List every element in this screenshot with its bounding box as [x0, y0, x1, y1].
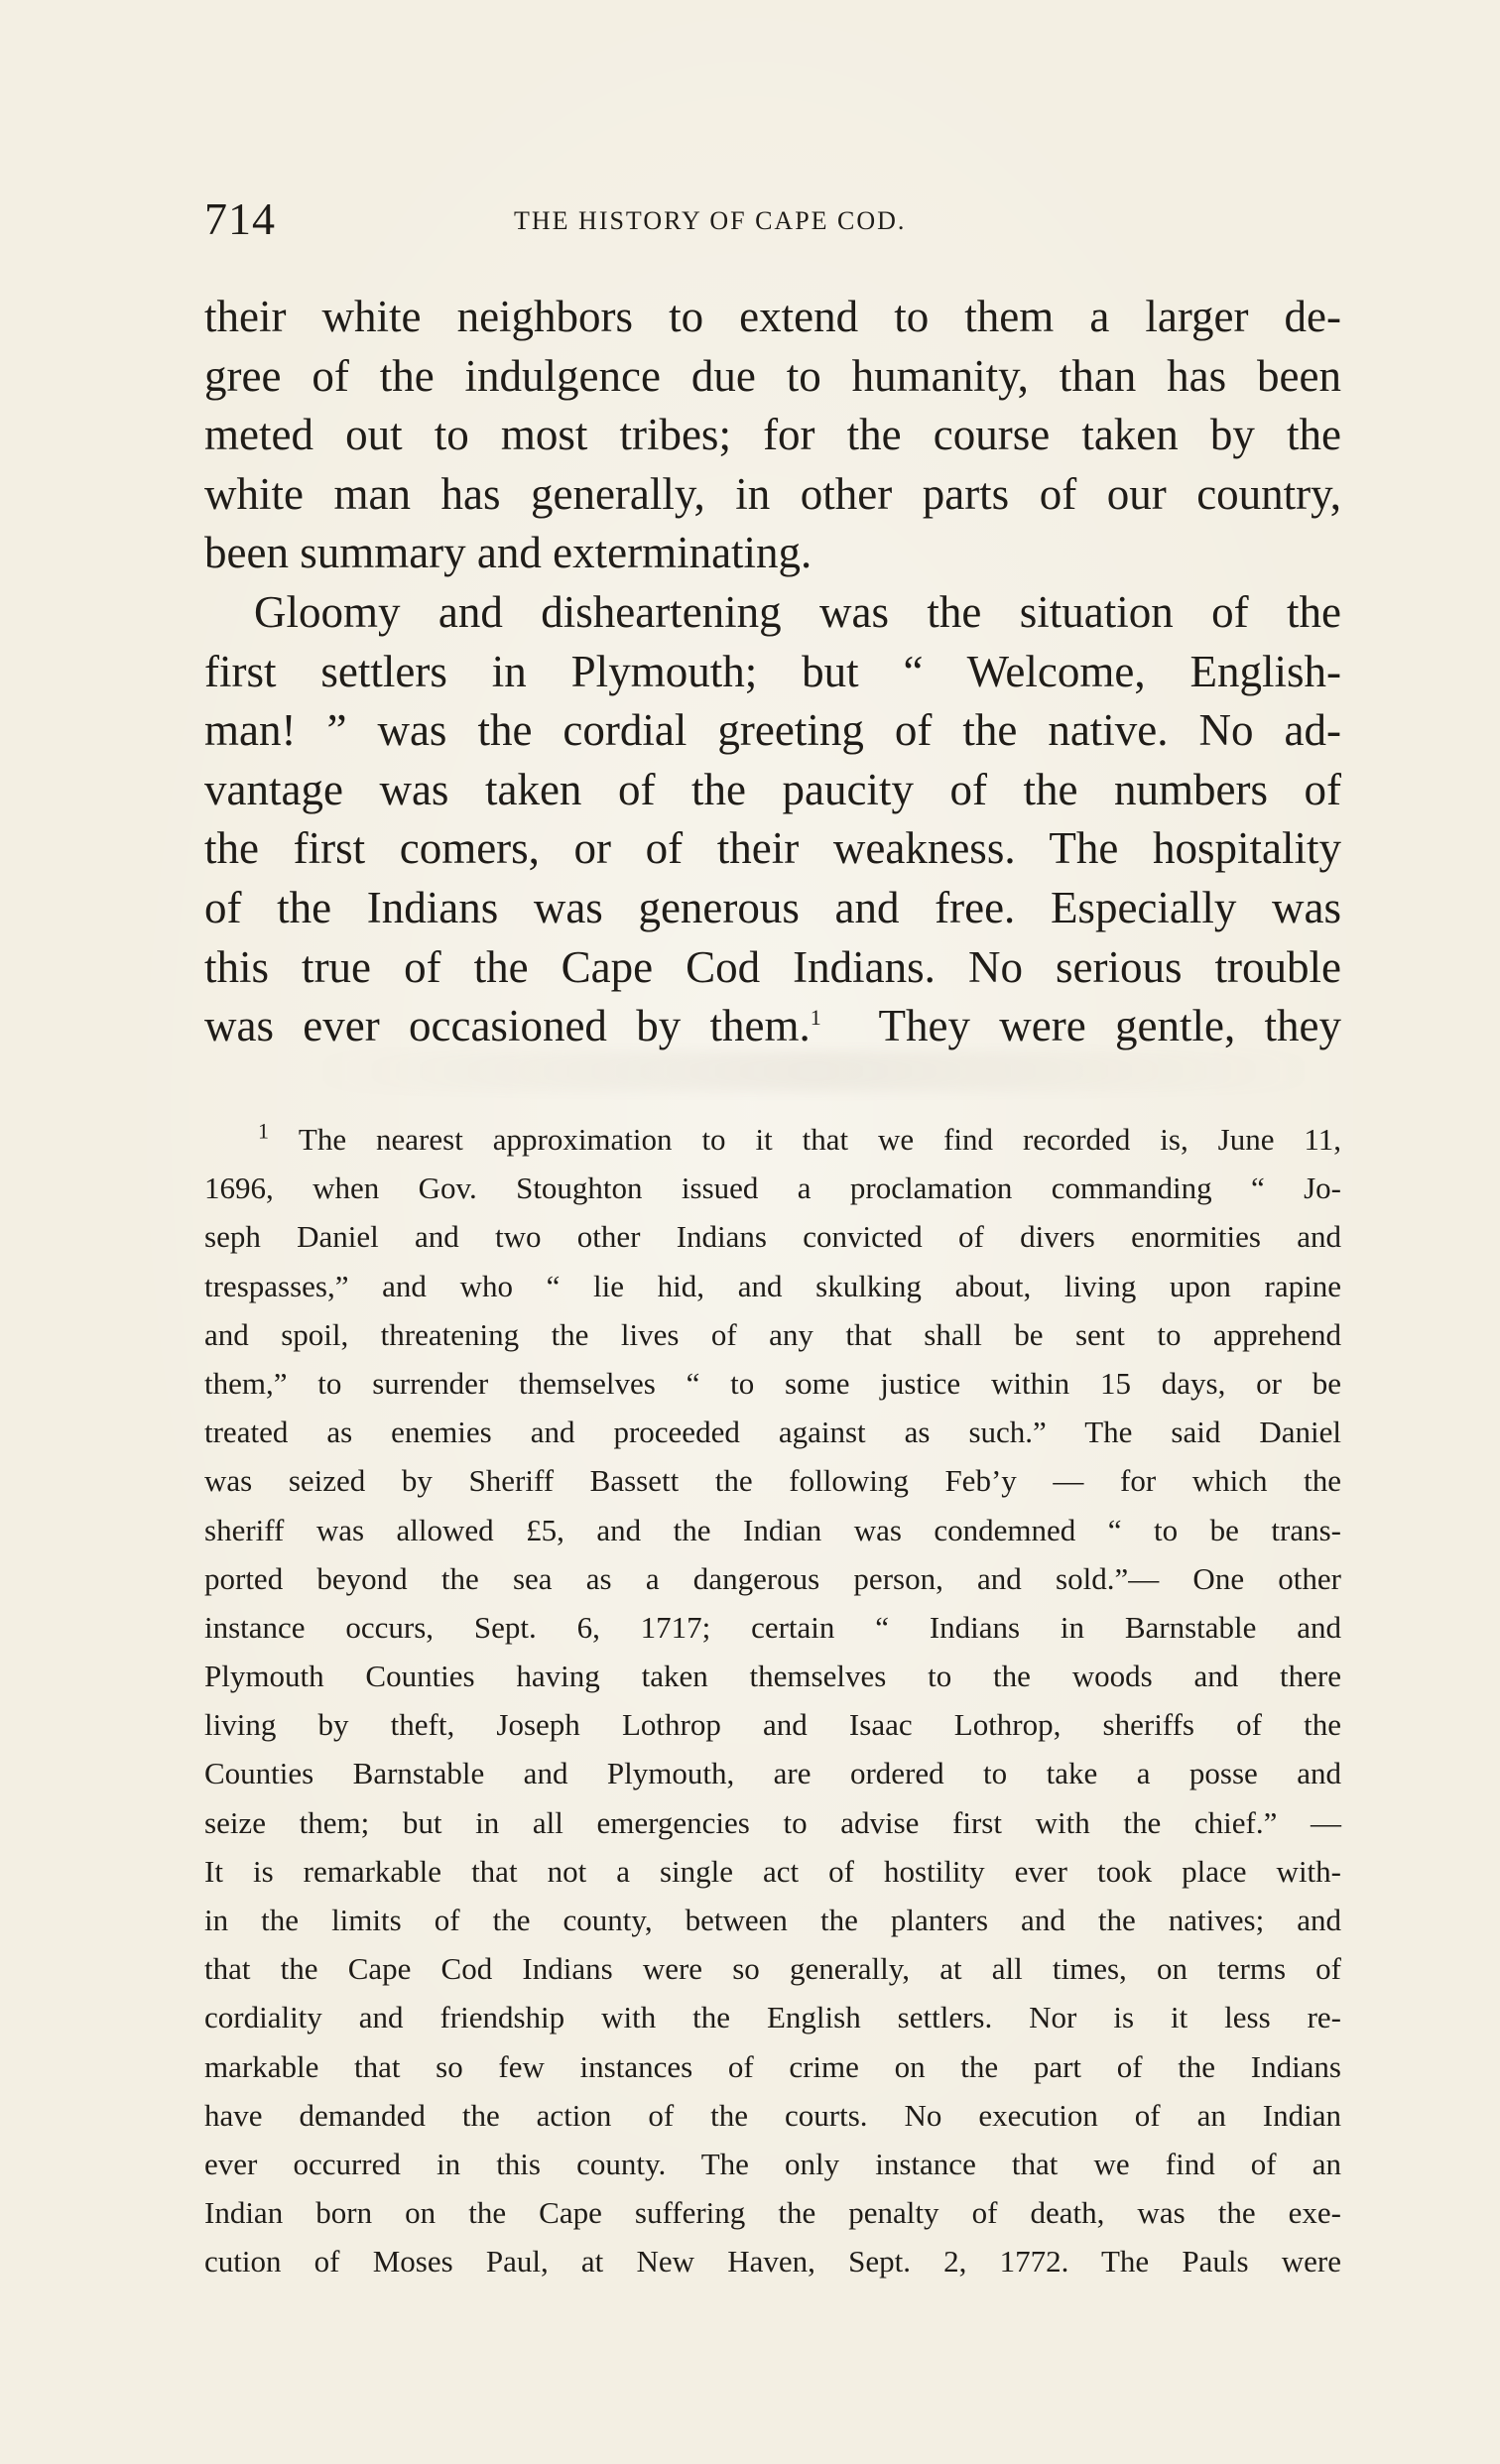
footnote [204, 1115, 1341, 2286]
footnote-line: treated as enemies and proceeded against as such.” The said Daniel [204, 1415, 1341, 1450]
body-line-part: They were gentle, they [878, 1001, 1341, 1051]
footnote-line: Counties Barnstable and Plymouth, are ordered to take a posse and [204, 1756, 1341, 1791]
footnote-line: 1696, when Gov. Stoughton issued a proclamation commanding “ Jo- [204, 1170, 1341, 1206]
footnote-line: ever occurred in this county. The only instance that we find of an [204, 2146, 1341, 2181]
body-line: this true of the Cape Cod Indians. No serious trouble [204, 941, 1341, 992]
footnote-line: them,” to surrender themselves “ to some justice within 15 days, or be [204, 1365, 1341, 1401]
page-number: 714 [204, 193, 276, 244]
footnote-marker: 1 [258, 1118, 269, 1144]
footnote-line: have demanded the action of the courts. No execution of an Indian [204, 2097, 1341, 2133]
footnote-line: that the Cape Cod Indians were so generally, at all times, on terms of [204, 1951, 1341, 1987]
body-line: their white neighbors to extend to them a larger de- [204, 292, 1341, 341]
footnote-line: sheriff was allowed £5, and the Indian was condemned “ to be trans- [204, 1512, 1341, 1547]
body-line: of the Indians was generous and free. Especially was [204, 882, 1341, 932]
body-line: been summary and exterminating. [204, 528, 812, 578]
body-line: man! ” was the cordial greeting of the native. No ad- [204, 705, 1341, 756]
footnote-text [269, 1122, 299, 1157]
footnote-line: It is remarkable that not a single act of hostility ever took place with- [204, 1853, 1341, 1889]
body-line: Gloomy and disheartening was the situation of the [254, 586, 1341, 637]
body-line: white man has generally, in other parts of our country, [204, 468, 1341, 519]
footnote-line: instance occurs, Sept. 6, 1717; certain “ Indians in Barnstable and [204, 1609, 1341, 1645]
footnote-line: was seized by Sheriff Bassett the following Feb’y — for which the [204, 1463, 1341, 1499]
main-text [204, 288, 1341, 1056]
footnote-line: Plymouth Counties having taken themselves to the woods and there [204, 1659, 1341, 1694]
page-header [204, 194, 1341, 250]
footnote-first-line [204, 1115, 1341, 1164]
body-line: meted out to most tribes; for the course taken by the [204, 410, 1341, 460]
footnote-line: ported beyond the sea as a dangerous person, and sold.”— One other [204, 1560, 1341, 1596]
body-line-with-footnote-ref [204, 997, 1341, 1056]
footnote-line: Indian born on the Cape suffering the penalty of death, was the exe- [204, 2195, 1341, 2231]
footnote-line: seize them; but in all emergencies to advise first with the chief.” — [204, 1804, 1341, 1840]
footnote-line: living by theft, Joseph Lothrop and Isaac Lothrop, sheriffs of the [204, 1707, 1341, 1743]
footnote-line: cordiality and friendship with the English settlers. Nor is it less re- [204, 2000, 1341, 2035]
footnote-line: cution of Moses Paul, at New Haven, Sept. 2, 1772. The Pauls were [204, 2244, 1341, 2279]
body-line: the first comers, or of their weakness. The hospitality [204, 823, 1341, 874]
show-through-bleed [298, 1051, 1329, 1091]
footnote-line: trespasses,” and who “ lie hid, and skulking about, living upon rapine [204, 1268, 1341, 1303]
body-line-part: was ever occasioned by them. [204, 1001, 811, 1051]
running-head: THE HISTORY OF CAPE COD. [514, 206, 907, 235]
footnote-line: in the limits of the county, between the planters and the natives; and [204, 1903, 1341, 1937]
body-line: vantage was taken of the paucity of the numbers of [204, 764, 1341, 814]
footnote-line: seph Daniel and two other Indians convicted of divers enormities and [204, 1219, 1341, 1255]
body-line: gree of the indulgence due to humanity, than has been [204, 350, 1341, 401]
footnote-line: and spoil, threatening the lives of any that shall be sent to apprehend [204, 1316, 1341, 1352]
footnote-reference: 1 [810, 1005, 821, 1031]
body-line-part [821, 1001, 879, 1050]
body-line: first settlers in Plymouth; but “ Welcome, English- [204, 646, 1341, 696]
footnote-text: The nearest approximation to it that we find recorded is, June 11, [298, 1122, 1341, 1157]
footnote-line: markable that so few instances of crime on the part of the Indians [204, 2048, 1341, 2084]
